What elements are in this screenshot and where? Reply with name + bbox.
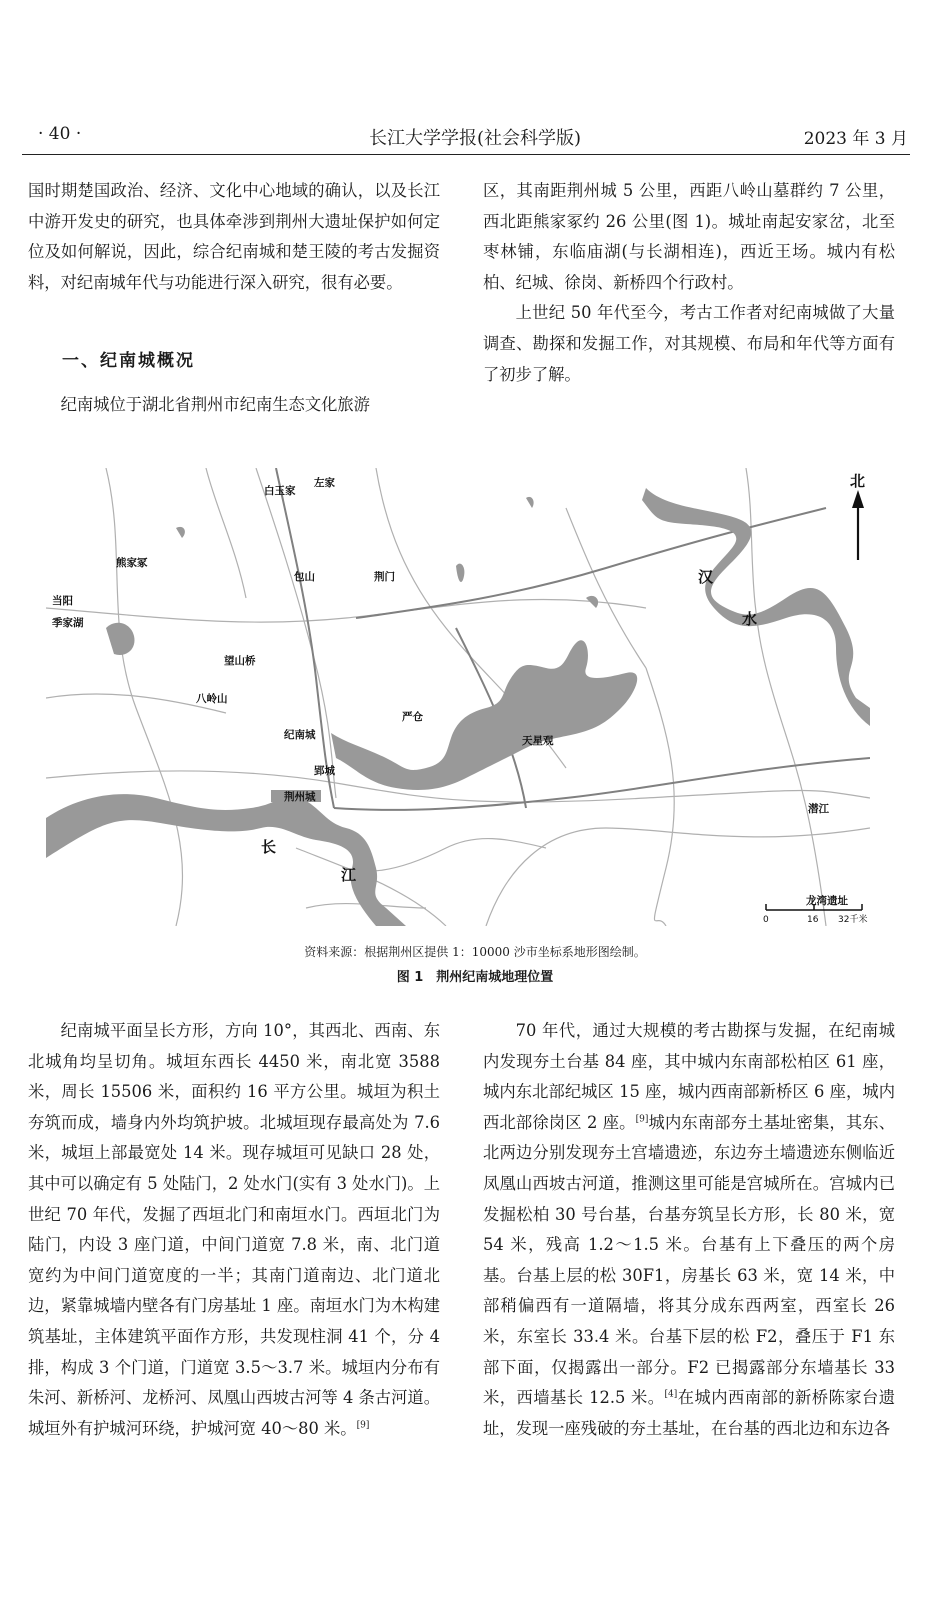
excavation-text-3: 在城内西南部的新桥陈家台遗址，发现一座残破的夯土基址，在台基的西北边和东边各 (483, 1388, 895, 1438)
city-description-paragraph (28, 1016, 440, 1444)
journal-title: 长江大学学报(社会科学版) (368, 128, 582, 149)
bottom-left-column (28, 1016, 440, 1444)
citation: [9] (635, 1114, 649, 1125)
label-wangshanqiao: 望山桥 (224, 655, 256, 667)
issue-date: 2023 年 3 月 (803, 129, 908, 149)
top-right-column (483, 176, 895, 390)
page-number: · 40 · (38, 124, 82, 144)
label-jiang: 江 (341, 866, 357, 884)
research-paragraph: 上世纪 50 年代至今，考古工作者对纪南城做了大量调查、勘探和发掘工作，对其规模、布局和年代等方面有了初步了解。 (483, 303, 895, 384)
city-description-text: 纪南城平面呈长方形，方向 10°，其西北、西南、东北城角均呈切角。城垣东西长 4450 米，南北宽 3588 米，周长 15506 米，面积约 16 平方公里。城垣为积土夯筑而成，墙身内外均筑护坡。北城垣现存最高处为 7.6 米，城垣上部最宽处 14 米。现存城垣可见缺口 28 处，其中可以确定有 5 处陆门，2 处水门(实有 3 处水门)。上世纪 70 年代，发掘了西垣北门和南垣水门。西垣北门为陆门，内设 3 座门道，中间门道宽 7.8 米，南、北门道宽约为中间门道宽度的一半；其南门道南边、北门道北边，紧靠城墙内壁各有门房基址 1 座。南垣水门为木构建筑基址，主体建筑平面作方形，共发现柱洞 41 个，分 4 排，构成 3 个门道，门道宽 3.5～3.7 米。城垣内分布有朱河、新桥河、龙桥河、凤凰山西坡古河等 4 条古河道。城垣外有护城河环绕，护城河宽 40～80 米。 (28, 1021, 440, 1438)
label-balingshan: 八岭山 (196, 693, 228, 705)
scale-16: 16 (807, 915, 819, 925)
label-xiongjiazhong: 熊家冢 (116, 557, 148, 569)
label-longwan: 龙湾遗址 (806, 895, 848, 907)
excavation-text-2: 城内东南部夯土基址密集，其东、北两边分别发现夯土宫墙遗迹，东边夯土墙遗迹东侧临近凤凰山西坡古河道，推测这里可能是宫城所在。宫城内已发掘松柏 30 号台基，台基夯筑呈长方形，长 80 米，宽 54 米，残高 1.2～1.5 米。台基有上下叠压的两个房基。台基上层的松 30F1，房基长 63 米，宽 14 米，中部稍偏西有一道隔墙，将其分成东西两室，西室长 26 米，东室长 33.4 米。台基下层的松 F2，叠压于 F1 东部下面，仅揭露出一部分。F2 已揭露部分东墙基长 33 米，西墙基长 12.5 米。 (483, 1112, 895, 1408)
label-shui: 水 (742, 610, 758, 628)
excavation-paragraph (483, 1016, 895, 1444)
section-heading: 一、纪南城概况 (62, 351, 195, 371)
label-zuojia: 左家 (314, 477, 335, 489)
label-yingcheng: 郢城 (314, 765, 335, 777)
top-left-column (28, 176, 440, 298)
label-jingzhoucheng: 荆州城 (284, 791, 316, 803)
header-rule (22, 154, 910, 155)
location-paragraph-cont: 区，其南距荆州城 5 公里，西距八岭山墓群约 7 公里，西北距熊家冢约 26 公里(图 1)。城址南起安家岔，北至枣林铺，东临庙湖(与长湖相连)，西近王场。城内有松柏、纪城、徐岗、新桥四个行政村。 (483, 181, 895, 292)
scale-32: 32千米 (838, 915, 868, 925)
location-paragraph-start: 纪南城位于湖北省荆州市纪南生态文化旅游 (60, 395, 370, 414)
figure-caption: 图 1 荆州纪南城地理位置 (396, 970, 554, 985)
citation: [4] (664, 1389, 678, 1400)
label-tianxingguan: 天星观 (522, 735, 554, 747)
label-yancang: 严仓 (402, 711, 423, 723)
label-han: 汉 (698, 568, 714, 586)
label-baiyujia: 白玉家 (264, 485, 296, 497)
intro-paragraph-end: 国时期楚国政治、经济、文化中心地域的确认，以及长江中游开发史的研究，也具体牵涉到荆州大遗址保护如何定位及如何解说，因此，综合纪南城和楚王陵的考古发掘资料，对纪南城年代与功能进行深入研究，很有必要。 (28, 181, 440, 292)
label-dangyang: 当阳 (52, 595, 73, 607)
top-left-column-lower (28, 390, 440, 421)
label-jingmen: 荆门 (374, 571, 395, 583)
label-chang: 长 (261, 838, 277, 856)
north-label: 北 (850, 472, 866, 490)
excavation-text-1: 70 年代，通过大规模的考古勘探与发掘，在纪南城内发现夯土台基 84 座，其中城内东南部松柏区 61 座，城内东北部纪城区 15 座，城内西南部新桥区 6 座，城内西北部徐岗区 2 座。 (483, 1021, 895, 1132)
map-svg (46, 468, 870, 926)
label-jinancheng: 纪南城 (284, 729, 316, 741)
figure-source-note: 资料来源：根据荆州区提供 1：10000 沙市坐标系地形图绘制。 (304, 945, 646, 959)
label-jijiahu: 季家湖 (52, 617, 84, 629)
bottom-right-column (483, 1016, 895, 1444)
citation: [9] (356, 1420, 370, 1431)
label-baoshan: 包山 (294, 571, 315, 583)
label-qianjiang: 潜江 (808, 803, 829, 815)
location-map (46, 468, 870, 926)
scale-0: 0 (763, 915, 769, 925)
